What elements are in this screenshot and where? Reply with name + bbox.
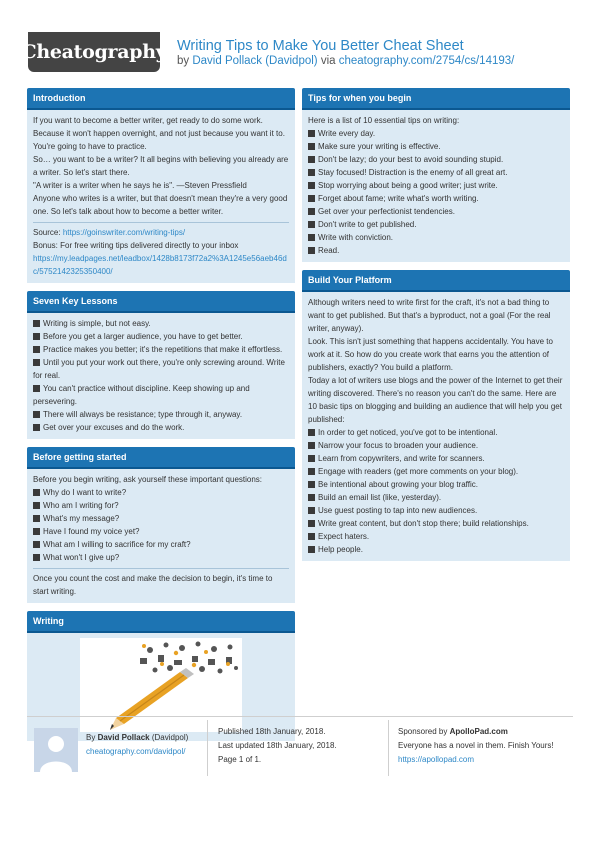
cheatography-logo[interactable]: Cheatography [28, 32, 160, 72]
square-bullet-icon [33, 359, 40, 366]
footer-publish-info [218, 725, 337, 767]
list-item: Engage with readers (get more comments on your blog). [308, 465, 564, 478]
square-bullet-icon [308, 442, 315, 449]
list-item: Have I found my voice yet? [33, 525, 289, 538]
list-item: Narrow your focus to broaden your audience. [308, 439, 564, 452]
square-bullet-icon [308, 195, 315, 202]
list-item: Get over your excuses and do the work. [33, 421, 289, 434]
square-bullet-icon [33, 541, 40, 548]
square-bullet-icon [33, 528, 40, 535]
footer-sponsor [398, 725, 554, 767]
sponsor-link[interactable]: https://apollopad.com [398, 755, 475, 764]
footer-separator [207, 720, 208, 776]
list-item: Who am I writing for? [33, 499, 289, 512]
list-item: Expect haters. [308, 530, 564, 543]
list-item: Practice makes you better; it's the repetitions that make it effortless. [33, 343, 289, 356]
intro-quote: "A writer is a writer when he says he is". —Steven Pressfield [33, 181, 247, 190]
list-item: Writing is simple, but not easy. [33, 317, 289, 330]
divider [33, 222, 289, 223]
by-prefix: by [177, 55, 190, 67]
introduction-heading: Introduction [27, 88, 295, 108]
square-bullet-icon [308, 429, 315, 436]
sponsor-name[interactable]: ApolloPad.com [449, 727, 508, 736]
list-item: What am I willing to sacrifice for my craft? [33, 538, 289, 551]
before-getting-started-heading: Before getting started [27, 447, 295, 467]
footer-author-name[interactable]: David Pollack [97, 733, 150, 742]
square-bullet-icon [33, 385, 40, 392]
list-item: Don't write to get published. [308, 218, 564, 231]
list-item: Learn from copywriters, and write for scanners. [308, 452, 564, 465]
seven-lessons-section [27, 291, 295, 439]
tips-heading: Tips for when you begin [302, 88, 570, 108]
footer-author-line [86, 731, 188, 745]
square-bullet-icon [308, 520, 315, 527]
square-bullet-icon [308, 546, 315, 553]
square-bullet-icon [308, 494, 315, 501]
platform-paragraph: Although writers need to write first for the craft, it's not a bad thing to want to get published. But that's a byproduct, not a goal (For the real writer, anyway). [308, 298, 551, 333]
list-item: You can't practice without discipline. Keep showing up and persevering. [33, 384, 250, 406]
avatar[interactable] [34, 728, 78, 772]
intro-paragraph: If you want to become a better writer, get ready to do some work. Because it won't happen overnight, and not just because you want it to. You're going to have to practice. [33, 116, 285, 151]
before-getting-started-section [27, 447, 295, 603]
source-line [33, 226, 289, 239]
intro-paragraph: So… you want to be a writer? It all begins with believing you already are a writer. So let's start there. [33, 155, 289, 177]
list-item: Until you put your work out there, you're only screwing around. Write for real. [33, 358, 285, 380]
list-item: Before you get a larger audience, you have to get better. [33, 330, 289, 343]
list-item: Write great content, but don't stop there; build relationships. [308, 517, 564, 530]
square-bullet-icon [33, 554, 40, 561]
list-item: Why do I want to write? [33, 486, 289, 499]
square-bullet-icon [308, 143, 315, 150]
sponsor-line [398, 725, 554, 739]
build-platform-section [302, 270, 570, 561]
square-bullet-icon [33, 333, 40, 340]
before-outro: Once you count the cost and make the decision to begin, it's time to start writing. [33, 574, 273, 596]
author-link[interactable]: David Pollack (Davidpol) [192, 55, 318, 67]
introduction-section [27, 88, 295, 283]
bonus-text: Bonus: For free writing tips delivered directly to your inbox [33, 241, 239, 250]
list-item: Write every day. [308, 127, 564, 140]
list-item: What won't I give up? [33, 551, 289, 564]
byline [177, 55, 514, 67]
square-bullet-icon [308, 468, 315, 475]
sheet-url-link[interactable]: cheatography.com/2754/cs/14193/ [338, 55, 515, 67]
square-bullet-icon [308, 507, 315, 514]
square-bullet-icon [33, 320, 40, 327]
footer-separator [388, 720, 389, 776]
square-bullet-icon [308, 169, 315, 176]
square-bullet-icon [308, 130, 315, 137]
square-bullet-icon [33, 489, 40, 496]
footer-author [86, 731, 188, 759]
page-footer [0, 706, 600, 849]
updated-date: Last updated 18th January, 2018. [218, 741, 337, 750]
sheet-title[interactable]: Writing Tips to Make You Better Cheat Sheet [177, 38, 464, 54]
source-label: Source: [33, 228, 61, 237]
list-item: Read. [308, 244, 564, 257]
list-item: Don't be lazy; do your best to avoid sounding stupid. [308, 153, 564, 166]
tips-body [302, 108, 570, 262]
page-header [0, 0, 600, 80]
square-bullet-icon [308, 455, 315, 462]
intro-paragraph: Anyone who writes is a writer, but that doesn't mean they're a very good one. So let's talk about how to become a better writer. [33, 194, 288, 216]
page-number: Page 1 of 1. [218, 755, 262, 764]
platform-paragraph: Today a lot of writers use blogs and the power of the Internet to get their writing discovered. There's no reason you can't do the same. Here are 10 basic tips on blogging and building an audience that will help you get published: [308, 376, 563, 424]
list-item: Forget about fame; write what's worth writing. [308, 192, 564, 205]
tips-intro: Here is a list of 10 essential tips on writing: [308, 116, 460, 125]
list-item: Be intentional about growing your blog traffic. [308, 478, 564, 491]
list-item: Help people. [308, 543, 564, 556]
divider [33, 568, 289, 569]
square-bullet-icon [308, 533, 315, 540]
right-column [302, 88, 570, 569]
before-intro: Before you begin writing, ask yourself these important questions: [33, 475, 263, 484]
square-bullet-icon [308, 182, 315, 189]
build-platform-heading: Build Your Platform [302, 270, 570, 290]
list-item: Get over your perfectionist tendencies. [308, 205, 564, 218]
seven-lessons-body [27, 311, 295, 439]
before-getting-started-body [27, 467, 295, 603]
left-column [27, 88, 295, 749]
sponsor-label: Sponsored by [398, 727, 448, 736]
by-label: By [86, 733, 96, 742]
footer-author-handle: (Davidpol) [151, 733, 189, 742]
platform-paragraph: Look. This isn't just something that happens accidentally. You have to work at it. So how do you create work that earns you the attention of publishers, exactly? You build a platform. [308, 337, 553, 372]
build-platform-body [302, 290, 570, 561]
square-bullet-icon [33, 411, 40, 418]
tips-section [302, 88, 570, 262]
square-bullet-icon [308, 481, 315, 488]
square-bullet-icon [308, 247, 315, 254]
list-item: Use guest posting to tap into new audiences. [308, 504, 564, 517]
list-item: Write with conviction. [308, 231, 564, 244]
list-item: In order to get noticed, you've got to be intentional. [308, 426, 564, 439]
list-item: What's my message? [33, 512, 289, 525]
square-bullet-icon [33, 502, 40, 509]
sponsor-tagline: Everyone has a novel in them. Finish Yours! [398, 741, 554, 750]
source-link[interactable]: https://goinswriter.com/writing-tips/ [62, 228, 186, 237]
seven-lessons-heading: Seven Key Lessons [27, 291, 295, 311]
via-text: via [320, 55, 336, 67]
square-bullet-icon [33, 515, 40, 522]
list-item: Stay focused! Distraction is the enemy of all great art. [308, 166, 564, 179]
list-item: There will always be resistance; type through it, anyway. [33, 408, 289, 421]
square-bullet-icon [308, 208, 315, 215]
writing-heading: Writing [27, 611, 295, 631]
square-bullet-icon [33, 346, 40, 353]
square-bullet-icon [33, 424, 40, 431]
list-item: Stop worrying about being a good writer; just write. [308, 179, 564, 192]
square-bullet-icon [308, 221, 315, 228]
footer-author-link[interactable]: cheatography.com/davidpol/ [86, 747, 186, 756]
list-item: Make sure your writing is effective. [308, 140, 564, 153]
list-item: Build an email list (like, yesterday). [308, 491, 564, 504]
bonus-link[interactable]: https://my.leadpages.net/leadbox/1428b8173f72a2%3A1245e56aeb46dc/5752142325350400/ [33, 254, 287, 276]
square-bullet-icon [308, 156, 315, 163]
square-bullet-icon [308, 234, 315, 241]
user-silhouette-icon [34, 728, 78, 772]
introduction-body [27, 108, 295, 283]
footer-divider [27, 716, 573, 717]
published-date: Published 18th January, 2018. [218, 727, 326, 736]
